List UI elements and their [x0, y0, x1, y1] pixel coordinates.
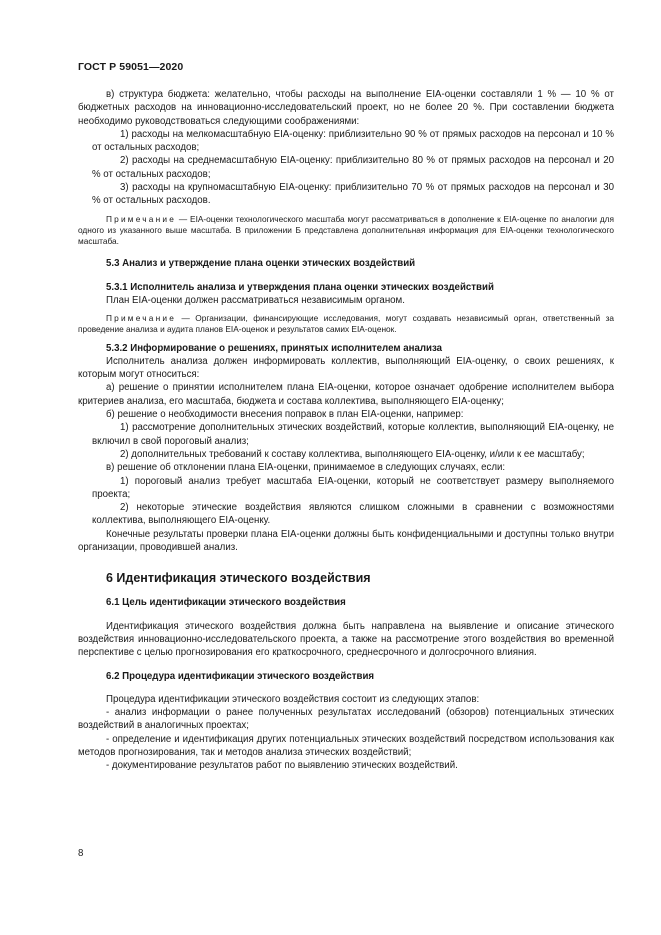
section-5-3-heading: 5.3 Анализ и утверждение плана оценки этических воздействий	[106, 258, 416, 270]
note-label: Примечание	[106, 213, 177, 224]
note-1	[78, 214, 614, 248]
page-number: 8	[78, 848, 84, 859]
budget-item-1: 1) расходы на мелкомасштабную EIA-оценку: приблизительно 90 % от прямых расходов на персонал и 10 % от остальных расходов;	[92, 128, 614, 154]
note-2	[78, 313, 614, 335]
decision-b-1: 1) рассмотрение дополнительных этических воздействий, которые коллектив, выполняющий EIA-оценку, не включил в свой пороговый анализ;	[92, 422, 614, 447]
budget-item-3: 3) расходы на крупномасштабную EIA-оценку: приблизительно 70 % от прямых расходов на персонал и 30 % от остальных расходов.	[92, 182, 614, 207]
section-5-3-1-text: План EIA-оценки должен рассматриваться независимым органом.	[106, 294, 405, 306]
page-content	[78, 88, 614, 773]
procedure-step-1: - анализ информации о ранее полученных результатах исследований (обзоров) потенциальных этических воздействий в аналогичных проектах;	[78, 707, 614, 732]
decision-b: б) решение о необходимости внесения поправок в план EIA-оценки, например:	[106, 409, 464, 421]
section-5-3-1-heading: 5.3.1 Исполнитель анализа и утверждения плана оценки этических воздействий	[106, 281, 494, 293]
procedure-step-3: - документирование результатов работ по выявлению этических воздействий.	[106, 760, 458, 772]
decision-v-1: 1) пороговый анализ требует масштаба EIA-оценки, который не соответствует размеру выполняемого проекта;	[92, 475, 614, 500]
section-6-1-text: Идентификация этического воздействия должна быть направлена на выявление и описание этического воздействия инновационно-исследовательского проекта, а также на рассмотрение этого воздействия во временной перспективе с целью прогнозирования его краткосрочного, среднесрочного и долгосрочного влияния.	[78, 620, 614, 659]
procedure-step-2: - определение и идентификация других потенциальных этических воздействий посредством использования как методов прогнозирования, так и методов анализа этических воздействий;	[78, 733, 614, 758]
note-label: Примечание	[106, 313, 177, 324]
section-6-heading: 6 Идентификация этического воздействия	[106, 571, 371, 586]
decision-v-2: 2) некоторые этические воздействия являются слишком сложными в сравнении с возможностями коллектива, выполняющего EIA-оценку.	[92, 502, 614, 527]
section-6-2-intro: Процедура идентификации этического воздействия состоит из следующих этапов:	[106, 693, 480, 705]
section-5-3-2-heading: 5.3.2 Информирование о решениях, принятых исполнителем анализа	[106, 342, 443, 354]
section-6-1-heading: 6.1 Цель идентификации этического воздействия	[106, 597, 346, 609]
decision-a: а) решение о принятии исполнителем плана EIA-оценки, которое означает одобрение исполнителем выбора критериев анализа, его масштаба, бюджета и состава коллектива, выполняющего EIA-оценку;	[78, 382, 614, 407]
decision-b-2: 2) дополнительных требований к составу коллектива, выполняющего EIA-оценку, и/или к ее масштабу;	[120, 448, 585, 460]
section-6-2-heading: 6.2 Процедура идентификации этического воздействия	[106, 670, 375, 682]
decision-v: в) решение об отклонении плана EIA-оценки, принимаемое в следующих случаях, если:	[106, 462, 506, 474]
note-text: — EIA-оценки технологического масштаба могут рассматриваться в дополнение к EIA-оценке по аналогии для одного из указанного выше масштаба. В приложении Б представлена дополнительная информация для EIA-оценки технологического масштаба.	[78, 213, 614, 247]
standard-header: ГОСТ Р 59051—2020	[78, 61, 184, 73]
budget-paragraph: в) структура бюджета: желательно, чтобы расходы на выполнение EIA-оценки составляли 1 % — 10 % от бюджетных расходов на инновационно-исследовательский проект, но не более 20 %. При составлении бюджета необходимо руководствоваться следующими соображениями:	[78, 89, 614, 127]
note-text: — Организации, финансирующие исследования, могут создавать независимый орган, ответственный за проведение анализа и аудита планов EIA-оценок и результатов самих EIA-оценок.	[78, 313, 614, 335]
budget-item-2: 2) расходы на среднемасштабную EIA-оценку: приблизительно 80 % от прямых расходов на персонал и 20 % от остальных расходов;	[92, 155, 614, 180]
section-5-3-2-intro: Исполнитель анализа должен информировать коллектив, выполняющий EIA-оценку, о своих решениях, к которым могут относиться:	[78, 355, 614, 381]
final-results-paragraph: Конечные результаты проверки плана EIA-оценки должны быть конфиденциальными и доступны только внутри организации, проводившей анализ.	[78, 528, 614, 554]
